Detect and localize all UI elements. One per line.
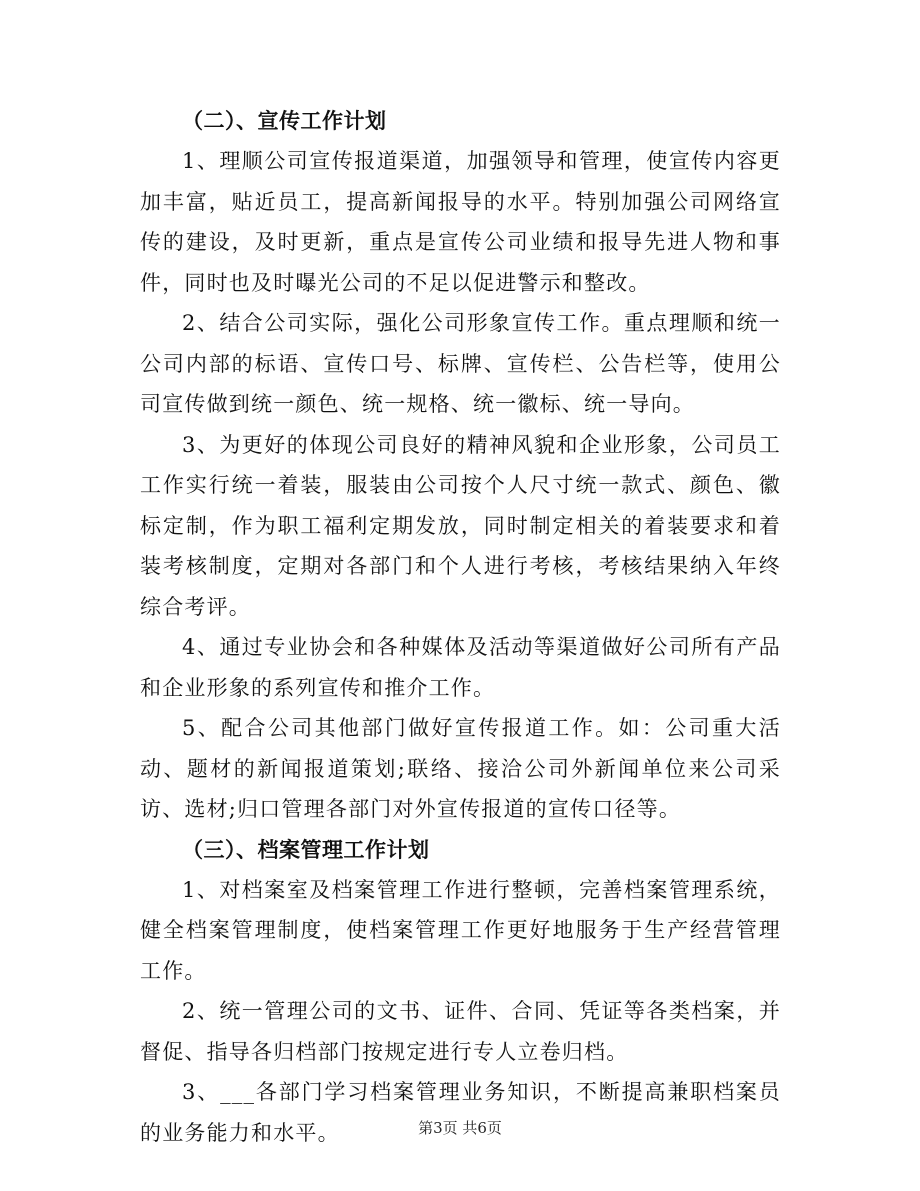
paragraph: 2、统一管理公司的文书、证件、合同、凭证等各类档案，并督促、指导各归档部门按规定进行专人立卷归档。: [140, 999, 781, 1064]
paragraph: 4、通过专业协会和各种媒体及活动等渠道做好公司所有产品和企业形象的系列宣传和推介工作。: [140, 635, 781, 700]
paragraph: 3、为更好的体现公司良好的精神风貌和企业形象，公司员工工作实行统一着装，服装由公司按个人尺寸统一款式、颜色、徽标定制，作为职工福利定期发放，同时制定相关的着装要求和着装考核制度，定期对各部门和个人进行考核，考核结果纳入年终综合考评。: [140, 432, 781, 619]
paragraph: 1、对档案室及档案管理工作进行整顿，完善档案管理系统，健全档案管理制度，使档案管理工作更好地服务于生产经营管理工作。: [140, 877, 781, 983]
section-heading-archives: （三）、档案管理工作计划: [182, 836, 430, 862]
page-number-footer: 第3页 共6页: [418, 1119, 502, 1137]
paragraph: 1、理顺公司宣传报道渠道，加强领导和管理，使宣传内容更加丰富，贴近员工，提高新闻报导的水平。特别加强公司网络宣传的建设，及时更新，重点是宣传公司业绩和报导先进人物和事件，同时也及时曝光公司的不足以促进警示和整改。: [140, 149, 781, 295]
document-body: [140, 101, 781, 1153]
paragraph: 5、配合公司其他部门做好宣传报道工作。如：公司重大活动、题材的新闻报道策划;联络、接洽公司外新闻单位来公司采访、选材;归口管理各部门对外宣传报道的宣传口径等。: [140, 716, 781, 821]
paragraph: 3、___各部门学习档案管理业务知识，不断提高兼职档案员的业务能力和水平。: [140, 1080, 781, 1145]
paragraph: 2、结合公司实际，强化公司形象宣传工作。重点理顺和统一公司内部的标语、宣传口号、标牌、宣传栏、公告栏等，使用公司宣传做到统一颜色、统一规格、统一徽标、统一导向。: [140, 311, 781, 416]
section-heading-publicity: （二）、宣传工作计划: [182, 108, 387, 133]
